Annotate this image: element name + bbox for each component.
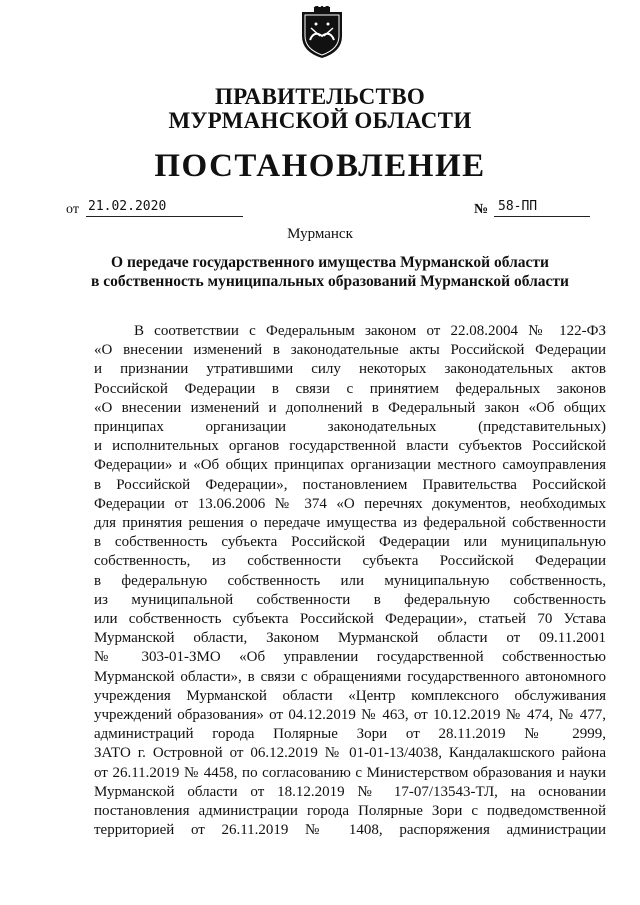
body-line: Федерации от 13.06.2006 № 374 «О перечнях документов, необходимых (94, 495, 606, 512)
body-line: Российской Федерации в связи с принятием федеральных законов (94, 380, 606, 397)
body-line: В соответствии с Федеральным законом от 22.08.2004 № 122-ФЗ (134, 323, 606, 339)
subject-line: О передаче государственного имущества Мурманской области (111, 254, 549, 271)
body-line: учреждений образования» от 04.12.2019 № 463, от 10.12.2019 № 474, № 477, (94, 707, 606, 724)
body-line: «О внесении изменений и дополнений в Федеральный закон «Об общих (94, 399, 606, 416)
body-line: или собственность субъекта Российской Федерации», статьей 70 Устава (94, 611, 606, 628)
body-line: Мурманской области от 18.12.2019 № 17-07/13543-ТЛ, на основании (94, 783, 606, 800)
body-paragraph (94, 322, 606, 840)
number-label: № (474, 202, 489, 217)
body-line: и признании утратившими силу некоторых законодательных актов (94, 361, 606, 378)
date-label: от (66, 202, 79, 217)
organization-name-line1: ПРАВИТЕЛЬСТВО (214, 84, 426, 109)
body-line: Мурманской области», в связи с обращениями государственного автономного (94, 668, 606, 685)
body-line: собственность, из собственности субъекта Российской Федерации (94, 553, 606, 570)
body-line: учреждения Мурманской области «Центр комплексного обслуживания (94, 687, 606, 704)
document-subject (60, 253, 600, 291)
body-line: Федерации» и «Об общих принципах организации местного самоуправления (94, 457, 606, 474)
body-line: принципах организации законодательных (представительных) (94, 419, 606, 436)
body-line: № 303-01-ЗМО «Об управлении государственной собственностью (94, 649, 606, 666)
body-line: ЗАТО г. Островной от 06.12.2019 № 01-01-13/4038, Кандалакшского района (94, 745, 606, 762)
body-line: в федеральную собственность или муниципальную собственность, (94, 572, 606, 589)
body-line: Мурманской области, Законом Мурманской области от 09.11.2001 (94, 630, 606, 647)
body-line: и исполнительных органов государственной власти субъектов Российской (94, 438, 606, 455)
body-line: для принятия решения о передаче имущества из федеральной собственности (94, 515, 606, 532)
document-type-title: ПОСТАНОВЛЕНИЕ (154, 148, 486, 184)
document-number: 58-ПП (494, 198, 590, 217)
date-number-row (66, 198, 590, 220)
body-line: в Российской Федерации», постановлением Правительства Российской (94, 476, 606, 493)
city-name: Мурманск (287, 226, 353, 242)
body-line: от 26.11.2019 № 4458, по согласованию с Министерством образования и науки (94, 764, 606, 781)
body-line: в собственность субъекта Российской Федерации или муниципальную (94, 534, 606, 551)
coat-of-arms-icon (300, 6, 344, 60)
body-line: территорией от 26.11.2019 № 1408, распоряжения администрации (94, 822, 606, 839)
body-line: «О внесении изменений в законодательные акты Российской Федерации (94, 342, 606, 359)
body-line: администраций города Полярные Зори от 28.11.2019 № 2999, (94, 726, 606, 743)
body-line: постановления администрации города Полярные Зори с подведомственной (94, 803, 606, 820)
body-line: из муниципальной собственности в федеральную собственность (94, 591, 606, 608)
subject-line: в собственность муниципальных образований Мурманской области (91, 273, 569, 290)
document-date: 21.02.2020 (86, 198, 243, 217)
organization-name-line2: МУРМАНСКОЙ ОБЛАСТИ (168, 108, 472, 133)
